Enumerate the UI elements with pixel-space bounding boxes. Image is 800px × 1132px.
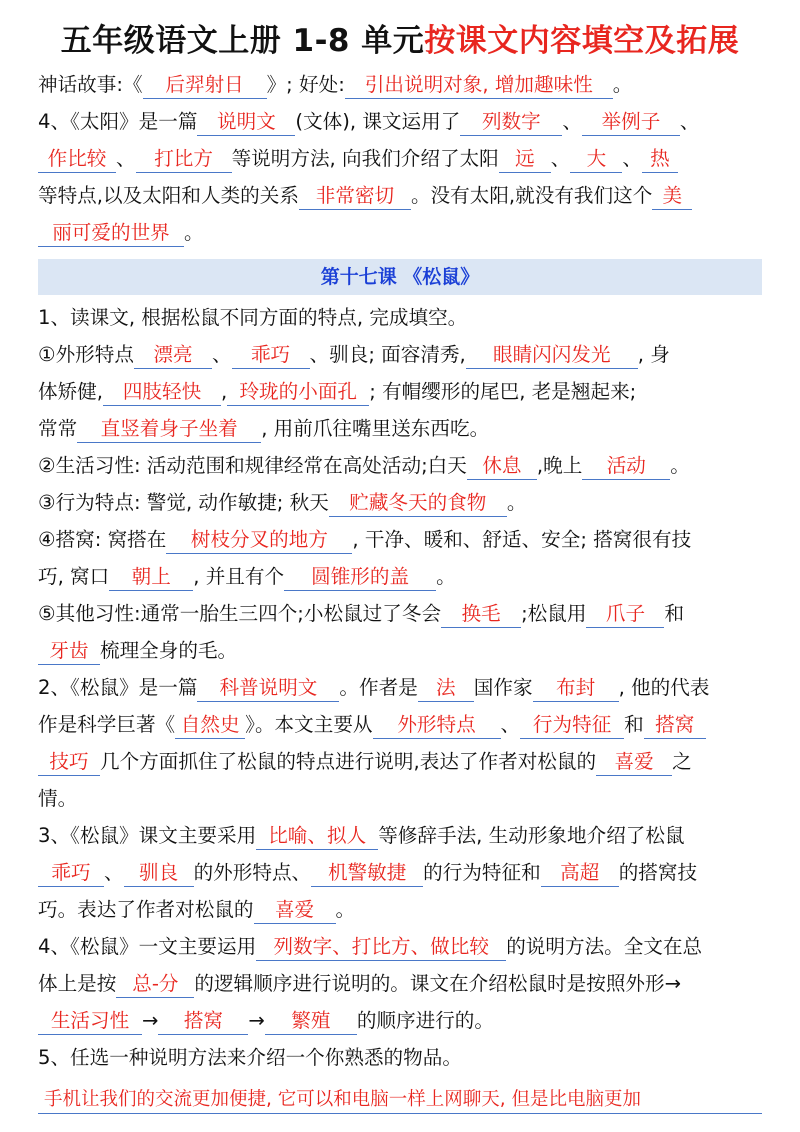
answer-blank: 列数字 xyxy=(460,109,562,136)
answer-blank: 活动 xyxy=(582,453,670,480)
text: 。 xyxy=(335,898,356,921)
text: 》; 好处: xyxy=(266,73,345,96)
answer-blank: 热 xyxy=(642,146,678,173)
text: , 干净、暖和、舒适、安全; 搭窝很有技 xyxy=(352,528,692,551)
text: ④搭窝: 窝搭在 xyxy=(38,528,167,551)
answer-blank: 自然史 xyxy=(175,712,245,739)
text: 等特点,以及太阳和人类的关系 xyxy=(38,184,299,207)
text: → xyxy=(142,1009,159,1032)
answer-blank: 大 xyxy=(570,146,622,173)
answer-blank: 搭窝 xyxy=(158,1008,248,1035)
answer-blank: 高超 xyxy=(541,860,619,887)
answer-blank: 法 xyxy=(418,675,474,702)
text: 梳理全身的毛。 xyxy=(100,639,238,662)
answer-blank: 漂亮 xyxy=(134,342,212,369)
text-line xyxy=(38,1080,762,1117)
text: 4、《太阳》是一篇 xyxy=(38,110,198,133)
text: 2、《松鼠》是一篇 xyxy=(38,676,198,699)
answer-blank: 换毛 xyxy=(441,601,521,628)
text: 。 xyxy=(184,221,204,244)
text-line xyxy=(38,447,762,484)
text-line xyxy=(38,817,762,854)
answer-blank: 朝上 xyxy=(109,564,193,591)
answer-blank: 科普说明文 xyxy=(197,675,339,702)
text-line xyxy=(38,558,762,595)
text: ①外形特点 xyxy=(38,343,134,366)
text-line xyxy=(38,928,762,965)
text: 情。 xyxy=(38,787,78,810)
text: 1、读课文, 根据松鼠不同方面的特点, 完成填空。 xyxy=(38,306,468,329)
text-line xyxy=(38,965,762,1002)
text: 。 xyxy=(670,454,690,477)
answer-blank: 乖巧 xyxy=(232,342,310,369)
text: 3、《松鼠》课文主要采用 xyxy=(38,824,257,847)
answer-blank: 牙齿 xyxy=(38,638,100,665)
answer-blank: 眼睛闪闪发光 xyxy=(466,342,638,369)
answer-blank: 直竖着身子坐着 xyxy=(77,416,261,443)
answer-blank: 布封 xyxy=(533,675,619,702)
text: 的顺序进行的。 xyxy=(356,1009,494,1032)
answer-blank: 技巧 xyxy=(38,749,100,776)
text: 、 xyxy=(500,713,521,736)
text: 巧。表达了作者对松鼠的 xyxy=(38,898,254,921)
answer-blank: 远 xyxy=(499,146,551,173)
answer-blank: 举例子 xyxy=(582,109,680,136)
text-line xyxy=(38,632,762,669)
text-line xyxy=(38,484,762,521)
text: 》。本文主要从 xyxy=(245,713,373,736)
answer-blank: 爪子 xyxy=(586,601,664,628)
text: (文体), 课文运用了 xyxy=(295,110,461,133)
text: 神话故事:《 xyxy=(38,73,143,96)
text: 、 xyxy=(116,147,136,170)
answer-blank: 说明文 xyxy=(197,109,295,136)
answer-blank: 总-分 xyxy=(116,971,194,998)
answer-blank: 树枝分叉的地方 xyxy=(166,527,352,554)
text: , 身 xyxy=(637,343,670,366)
text: 。作者是 xyxy=(339,676,418,699)
text: 、 xyxy=(562,110,582,133)
answer-blank: 作比较 xyxy=(38,146,116,173)
answer-blank: 喜爱 xyxy=(596,749,672,776)
answer-blank: 生活习性 xyxy=(38,1008,142,1035)
answer-blank: 机警敏捷 xyxy=(311,860,423,887)
text: 的搭窝技 xyxy=(618,861,698,884)
answer-blank: 丽可爱的世界 xyxy=(38,220,184,247)
answer-blank: 非常密切 xyxy=(299,183,411,210)
answer-blank: 乖巧 xyxy=(38,860,104,887)
text: 。 xyxy=(436,565,456,588)
answer-blank: 行为特征 xyxy=(520,712,624,739)
text: 几个方面抓住了松鼠的特点进行说明,表达了作者对松鼠的 xyxy=(100,750,597,773)
answer-blank: 驯良 xyxy=(124,860,194,887)
text: , 他的代表 xyxy=(618,676,710,699)
answer-blank: 繁殖 xyxy=(265,1008,357,1035)
answer-blank: 打比方 xyxy=(136,146,232,173)
text: 、 xyxy=(550,147,571,170)
text-line xyxy=(38,66,762,103)
text: 。 xyxy=(612,73,633,96)
text: 。 xyxy=(506,491,527,514)
answer-blank: 后羿射日 xyxy=(143,72,267,99)
answer-blank: 搭窝 xyxy=(644,712,706,739)
text-line xyxy=(38,780,762,817)
text: 、 xyxy=(211,343,232,366)
text: ; 有帽缨形的尾巴, 老是翘起来; xyxy=(369,380,637,403)
text: 5、任选一种说明方法来介绍一个你熟悉的物品。 xyxy=(38,1046,462,1069)
text-line xyxy=(38,103,762,140)
answer-blank: 美 xyxy=(652,183,692,210)
text-line xyxy=(38,177,762,214)
text-line xyxy=(38,336,762,373)
text: 的外形特点、 xyxy=(193,861,312,884)
text: 体矫健, xyxy=(38,380,104,403)
page-title xyxy=(38,0,762,60)
text-line xyxy=(38,1002,762,1039)
text: 的行为特征和 xyxy=(423,861,541,884)
title-red: 按课文内容填空及拓展 xyxy=(424,23,740,59)
text: 和 xyxy=(624,713,644,736)
text: 巧, 窝口 xyxy=(38,565,110,588)
answer-blank: 比喻、拟人 xyxy=(256,823,378,850)
text: 4、《松鼠》一文主要运用 xyxy=(38,935,257,958)
text: 作是科学巨著《 xyxy=(38,713,176,736)
text: 、 xyxy=(679,110,700,133)
text: 、驯良; 面容清秀, xyxy=(309,343,466,366)
answer-blank: 列数字、打比方、做比较 xyxy=(256,934,506,961)
answer-blank: 手机让我们的交流更加便捷, 它可以和电脑一样上网聊天, 但是比电脑更加 xyxy=(38,1087,762,1114)
text: 国作家 xyxy=(473,676,533,699)
text: , xyxy=(221,380,228,403)
text-line xyxy=(38,410,762,447)
text-line xyxy=(38,140,762,177)
answer-blank: 贮藏冬天的食物 xyxy=(329,490,507,517)
text-line xyxy=(38,706,762,743)
answer-blank: 休息 xyxy=(467,453,537,480)
text-line xyxy=(38,373,762,410)
text: 等说明方法, 向我们介绍了太阳 xyxy=(231,147,499,170)
text-line xyxy=(38,891,762,928)
text-line xyxy=(38,854,762,891)
answer-blank: 圆锥形的盖 xyxy=(284,564,436,591)
text: ⑤其他习性:通常一胎生三四个;小松鼠过了冬会 xyxy=(38,602,442,625)
text-line xyxy=(38,595,762,632)
title-black: 五年级语文上册 1-8 单元 xyxy=(60,23,425,59)
text-line xyxy=(38,669,762,706)
text: ;松鼠用 xyxy=(521,602,587,625)
question-5 xyxy=(38,1039,762,1076)
text: 和 xyxy=(664,602,685,625)
text: , 用前爪往嘴里送东西吃。 xyxy=(261,417,490,440)
answer-blank: 四肢轻快 xyxy=(103,379,221,406)
text: 之 xyxy=(672,750,692,773)
text: ,晚上 xyxy=(536,454,583,477)
text: 、 xyxy=(104,861,124,884)
text-line xyxy=(38,521,762,558)
text: 常常 xyxy=(38,417,78,440)
text: , 并且有个 xyxy=(193,565,285,588)
lesson-banner: 第十七课 《松鼠》 xyxy=(38,259,762,295)
text: 体上是按 xyxy=(38,972,117,995)
text: 等修辞手法, 生动形象地介绍了松鼠 xyxy=(378,824,685,847)
answer-blank: 引出说明对象, 增加趣味性 xyxy=(345,72,613,99)
text: 、 xyxy=(622,147,642,170)
text: 的逻辑顺序进行说明的。课文在介绍松鼠时是按照外形→ xyxy=(194,972,682,995)
text-line xyxy=(38,214,762,251)
text: 。没有太阳,就没有我们这个 xyxy=(410,184,653,207)
answer-blank: 玲珑的小面孔 xyxy=(227,379,369,406)
answer-blank: 喜爱 xyxy=(254,897,336,924)
text: ③行为特点: 警觉, 动作敏捷; 秋天 xyxy=(38,491,329,514)
answer-blank: 外形特点 xyxy=(373,712,501,739)
text: → xyxy=(248,1009,265,1032)
text-line xyxy=(38,743,762,780)
text: 的说明方法。全文在总 xyxy=(506,935,703,958)
question-1 xyxy=(38,299,762,336)
text: ②生活习性: 活动范围和规律经常在高处活动;白天 xyxy=(38,454,467,477)
